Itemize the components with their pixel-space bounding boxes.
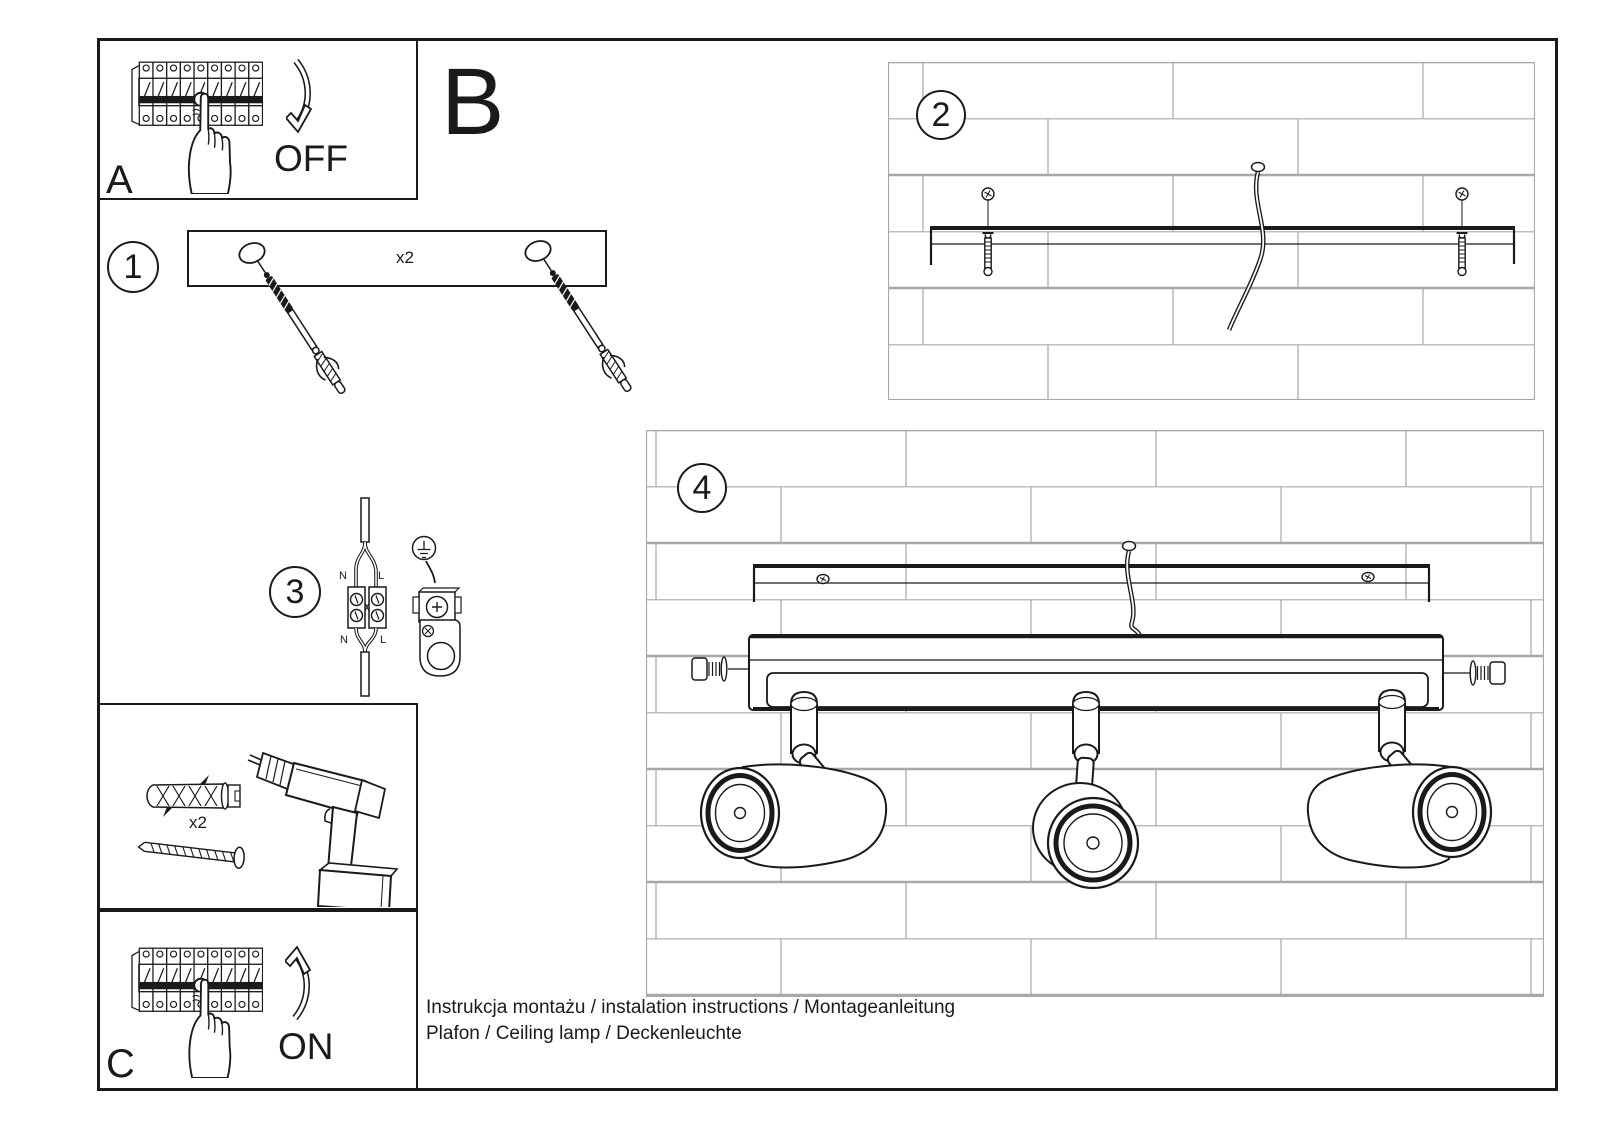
tools-quantity: x2 <box>189 813 207 832</box>
arrow-down-icon <box>286 58 320 136</box>
pointing-hand-illustration-c <box>180 978 246 1078</box>
step-4-wall-illustration <box>646 430 1544 997</box>
tools-illustration <box>99 705 415 907</box>
screws-and-plugs-illustration <box>187 228 657 418</box>
step-1-badge: 1 <box>107 241 159 293</box>
mounting-screw-icon <box>138 842 245 869</box>
panel-b-label: B <box>441 49 505 155</box>
step-2-badge: 2 <box>916 90 966 140</box>
wire-label-l-top: L <box>377 570 385 582</box>
step-3-badge: 3 <box>269 566 321 618</box>
pointing-hand-illustration-a <box>180 92 246 194</box>
panel-a-action-label: OFF <box>274 138 348 179</box>
drill-icon <box>248 753 397 907</box>
panel-c-action-label: ON <box>278 1026 334 1067</box>
wiring-diagram-illustration <box>320 480 480 715</box>
wall-plug-icon <box>147 775 240 817</box>
step-4-badge: 4 <box>677 463 727 513</box>
wire-label-n-bottom: N <box>340 634 348 646</box>
panel-c-label: C <box>106 1042 135 1086</box>
step-1-quantity: x2 <box>396 248 414 267</box>
brick-wall-2 <box>889 63 1535 400</box>
wire-label-l-bottom: L <box>379 634 387 646</box>
footer-title-line2: Plafon / Ceiling lamp / Deckenleuchte <box>426 1023 742 1044</box>
step-2-wall-illustration <box>888 62 1535 400</box>
arrow-up-icon <box>285 942 319 1022</box>
wire-label-n-top: N <box>339 570 347 582</box>
footer-title-line1: Instrukcja montażu / instalation instructions / Montageanleitung <box>426 997 956 1018</box>
panel-a-label: A <box>106 158 133 202</box>
